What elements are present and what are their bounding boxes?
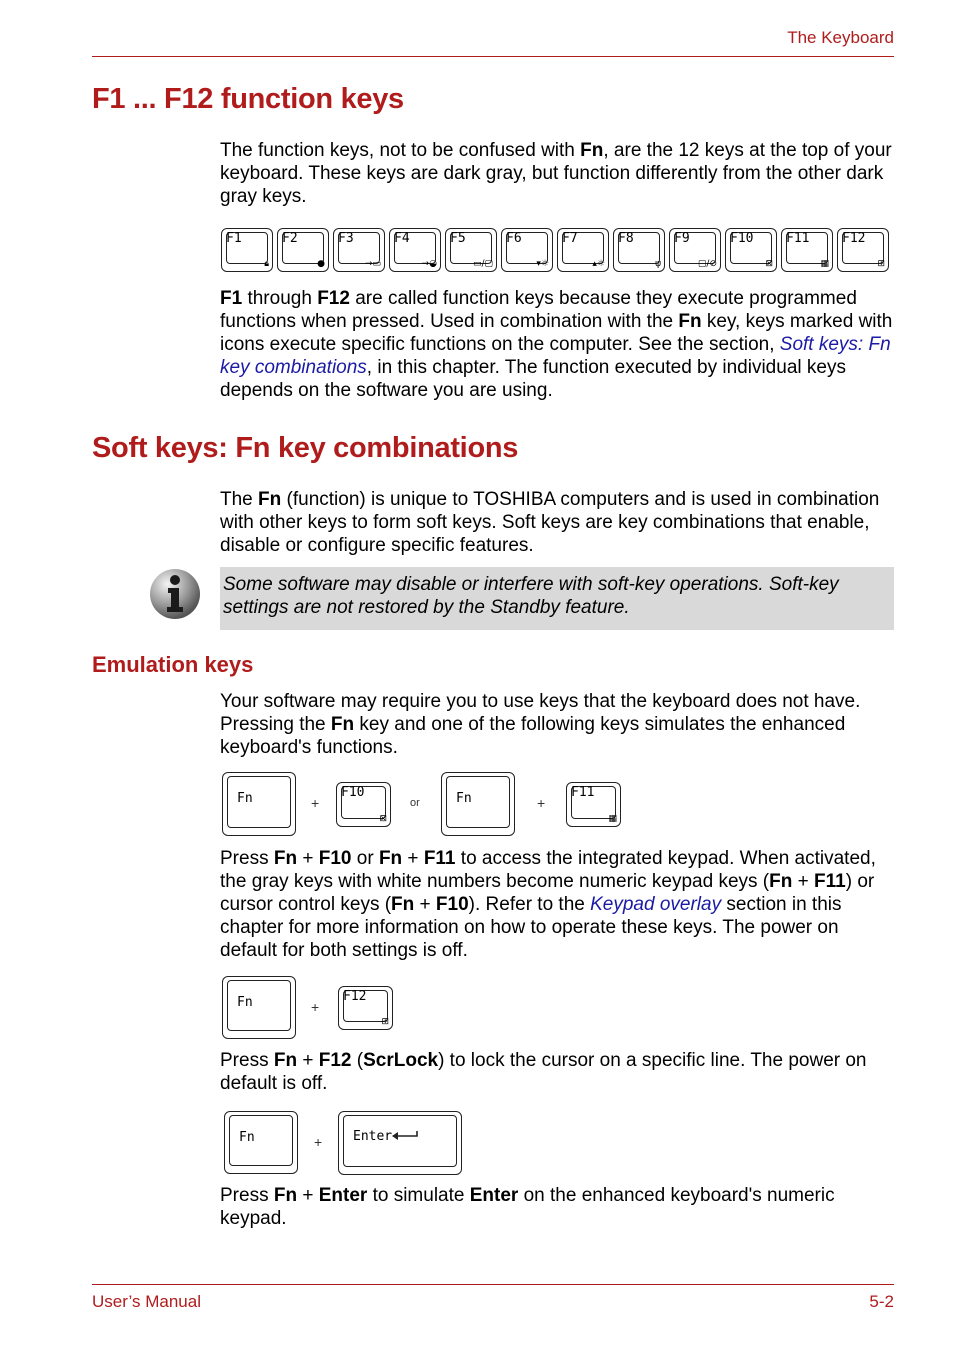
- function-key-f10: [725, 228, 777, 272]
- enter-arrow-icon: [391, 1130, 419, 1142]
- footer-manual-title: User’s Manual: [92, 1292, 201, 1311]
- function-key-label: F4: [394, 231, 410, 246]
- hibernate-icon: →◒: [421, 259, 437, 269]
- keypad-overlay-link[interactable]: Keypad overlay: [590, 894, 722, 915]
- f10-key: F10 ⊠: [336, 782, 391, 827]
- section-title-function-keys: F1 ... F12 function keys: [92, 83, 404, 115]
- enter-key: Enter: [338, 1111, 462, 1175]
- fn-key: Fn: [441, 772, 515, 836]
- function-key-label: F12: [842, 231, 866, 246]
- function-keys-description: F1 through F12 are called function keys because they execute programmed functions when pressed. Used in combination with the Fn key, keys marked with icons execute specific functions on the computer. See the section, Soft keys: Fn key combinations, in this chapter. The function executed by individual keys depends on the software you are using.: [220, 288, 893, 401]
- function-key-label: F9: [674, 231, 690, 246]
- function-key-label: F11: [786, 231, 810, 246]
- function-key-label: F6: [506, 231, 522, 246]
- function-key-label: F7: [562, 231, 578, 246]
- running-header: The Keyboard: [787, 28, 894, 47]
- brightness-up-icon: ▴☼: [592, 259, 605, 269]
- or-text: or: [410, 797, 420, 809]
- function-key-f2: [277, 228, 329, 272]
- function-key-row: [221, 228, 892, 272]
- plus-sign: +: [311, 795, 320, 811]
- emulation-intro: Your software may require you to use keys that the keyboard does not have. Pressing the Fn key and one of the following keys simulates the enhanced keyboard's functions.: [220, 691, 861, 758]
- footer-rule: [92, 1284, 894, 1285]
- function-key-label: F8: [618, 231, 634, 246]
- function-keys-intro: The function keys, not to be confused with Fn, are the 12 keys at the top of your keyboard. These keys are dark gray, but function differently from the other dark gray keys.: [220, 140, 892, 207]
- soft-keys-intro: The Fn (function) is unique to TOSHIBA computers and is used in combination with other keys to form soft keys. Soft keys are key combinations that enable, disable or configure specific features.: [220, 489, 880, 556]
- arrow-mode-icon: ⊠: [765, 259, 773, 269]
- section-title-soft-keys: Soft keys: Fn key combinations: [92, 432, 519, 464]
- function-key-f11: [781, 228, 833, 272]
- scrlock-description: Press Fn + F12 (ScrLock) to lock the cursor on a specific line. The power on default is off.: [220, 1050, 867, 1094]
- footer-page-number: 5-2: [869, 1292, 894, 1311]
- info-icon: [148, 567, 202, 621]
- soft-keys-link[interactable]: Soft keys: Fn key combinations: [220, 334, 891, 378]
- function-key-label: F1: [226, 231, 242, 246]
- arrow-mode-icon: ⊠: [379, 814, 387, 824]
- function-key-f8: [613, 228, 665, 272]
- function-key-f1: [221, 228, 273, 272]
- header-rule: [92, 56, 894, 57]
- function-key-label: F2: [282, 231, 298, 246]
- function-key-label: F5: [450, 231, 466, 246]
- f12-key: F12 ⊞: [338, 986, 393, 1030]
- plus-sign: +: [314, 1134, 323, 1150]
- fn-key: Fn: [222, 976, 296, 1039]
- scroll-lock-icon: ⊞: [877, 259, 885, 269]
- function-key-f6: [501, 228, 553, 272]
- function-key-label: F10: [730, 231, 754, 246]
- subsection-title-emulation-keys: Emulation keys: [92, 652, 254, 677]
- note-text: Some software may disable or interfere with soft-key operations. Soft-key settings are not restored by the Standby feature.: [223, 574, 839, 618]
- numeric-mode-icon: ▦: [820, 259, 829, 269]
- plus-sign: +: [537, 795, 546, 811]
- function-key-f12: [837, 228, 889, 272]
- function-key-f3: [333, 228, 385, 272]
- function-key-label: F3: [338, 231, 354, 246]
- brightness-down-icon: ▾☼: [536, 259, 549, 269]
- plus-sign: +: [311, 999, 320, 1015]
- function-key-f9: [669, 228, 721, 272]
- function-key-f4: [389, 228, 441, 272]
- wireless-icon: ψ: [655, 259, 661, 269]
- scroll-lock-icon: ⊞: [381, 1017, 389, 1027]
- standby-icon: →▭: [364, 259, 381, 269]
- fn-key: Fn: [224, 1111, 298, 1174]
- keypad-description: Press Fn + F10 or Fn + F11 to access the integrated keypad. When activated, the gray keys with white numbers become numeric keypad keys (Fn + F11) or cursor control keys (Fn + F10). Refer to the Keypad overlay section in this chapter for more information on how to operate these keys. The power on default for both settings is off.: [220, 848, 876, 961]
- numeric-mode-icon: ▦: [608, 814, 617, 824]
- touchpad-icon: ▢/⊘: [697, 259, 717, 269]
- fn-key: Fn: [222, 772, 296, 836]
- enter-description: Press Fn + Enter to simulate Enter on the enhanced keyboard's numeric keypad.: [220, 1185, 835, 1229]
- display-icon: ▭/▢: [472, 259, 493, 269]
- search-icon: ●: [317, 259, 325, 269]
- f11-key: F11 ▦: [566, 782, 621, 827]
- function-key-f5: [445, 228, 497, 272]
- lock-icon: 🔒︎: [264, 259, 269, 269]
- function-key-f7: [557, 228, 609, 272]
